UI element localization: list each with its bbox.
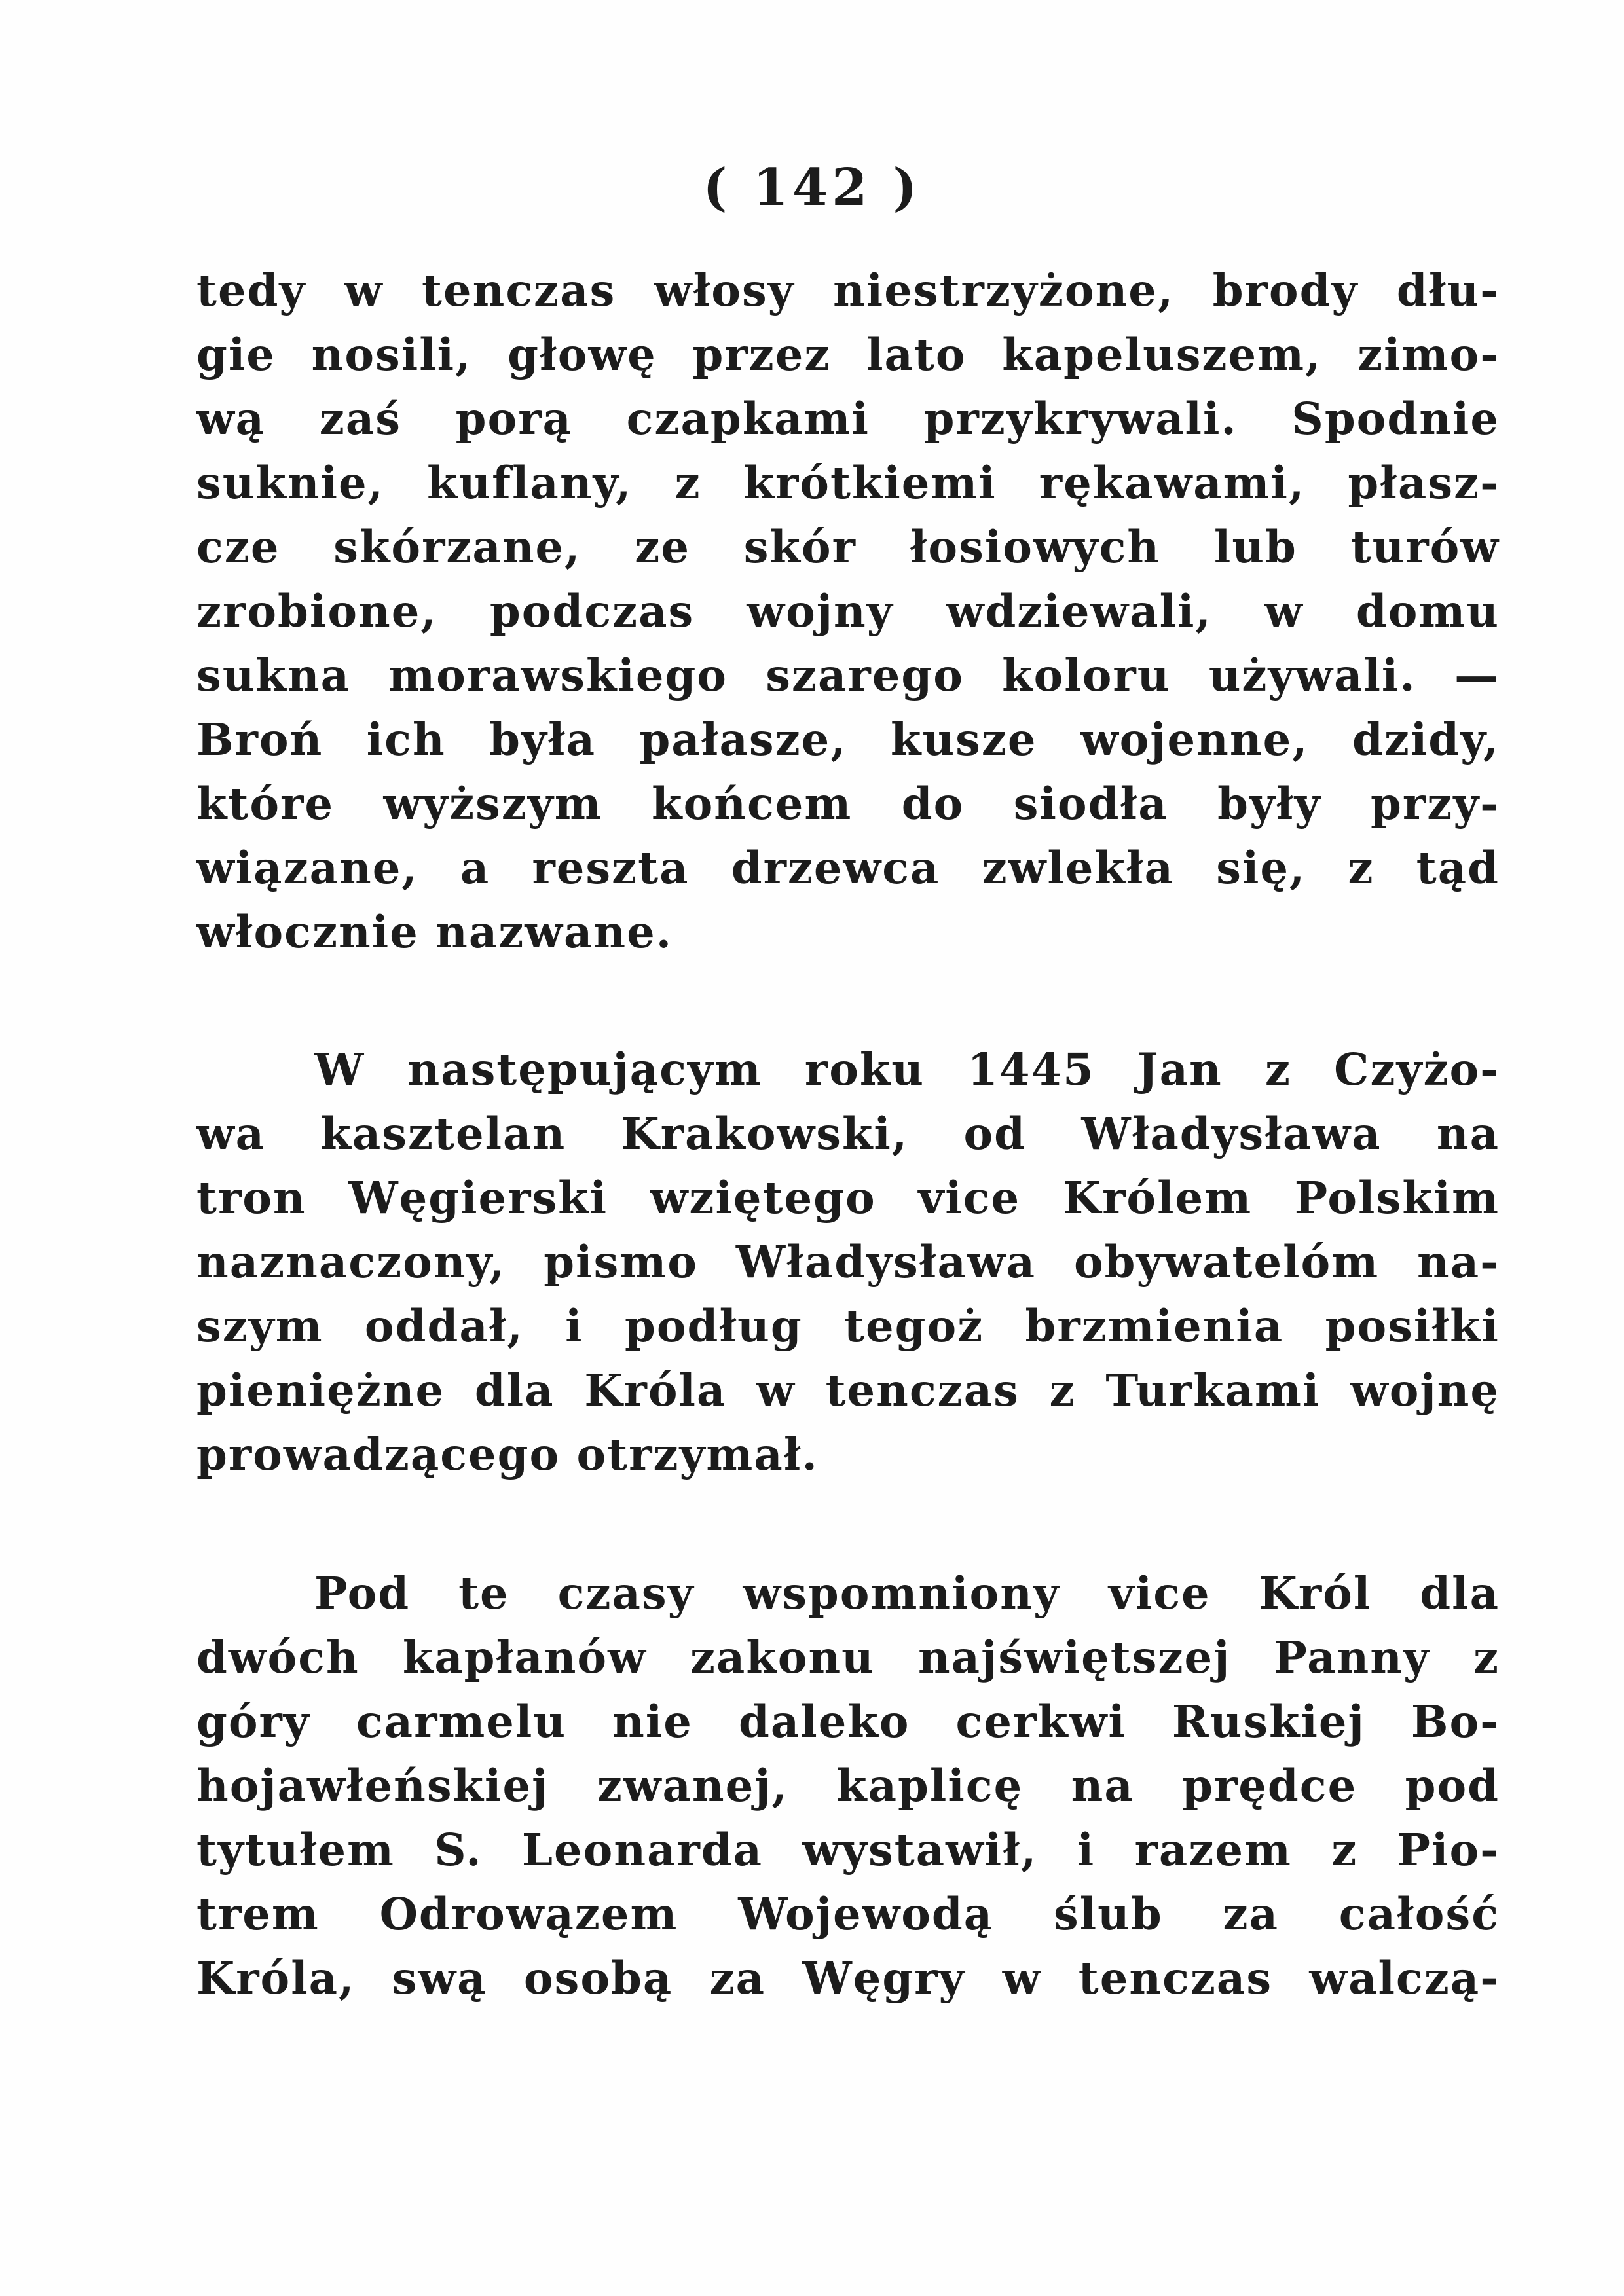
text-line: cze skórzane, ze skór łosiowych lub turów	[196, 521, 1500, 573]
text-line: wa kasztelan Krakowski, od Władysława na	[196, 1108, 1500, 1159]
text-line: sukna morawskiego szarego koloru używali. —	[196, 649, 1500, 701]
text-line: które wyższym końcem do siodła były przy-	[196, 778, 1500, 829]
page-number: ( 142 )	[703, 158, 921, 217]
text-line: naznaczony, pismo Władysława obywatelóm na-	[196, 1236, 1500, 1288]
text-line: Broń ich była pałasze, kusze wojenne, dzidy,	[196, 714, 1500, 765]
text-line: wiązane, a reszta drzewca zwlekła się, z tąd	[196, 842, 1500, 894]
text-line: trem Odrowązem Wojewodą ślub za całość	[196, 1888, 1500, 1940]
text-line: tron Węgierski wziętego vice Królem Polskim	[196, 1172, 1500, 1224]
text-line: Pod te czasy wspomniony vice Król dla	[314, 1567, 1500, 1619]
text-line: hojawłeńskiej zwanej, kaplicę na prędce pod	[196, 1760, 1500, 1812]
text-line: dwóch kapłanów zakonu najświętszej Panny z	[196, 1631, 1500, 1683]
text-line: W następującym roku 1445 Jan z Czyżo-	[314, 1044, 1500, 1095]
text-line: tedy w tenczas włosy niestrzyżone, brody dłu-	[196, 264, 1500, 316]
text-line: tytułem S. Leonarda wystawił, i razem z Pio-	[196, 1824, 1500, 1876]
text-line: gie nosili, głowę przez lato kapeluszem, zimo-	[196, 329, 1500, 380]
text-line: szym oddał, i podług tegoż brzmienia posiłki	[196, 1300, 1500, 1352]
text-line: włocznie nazwane.	[196, 906, 673, 958]
paragraph-3	[196, 1561, 1500, 2011]
text-line: wą zaś porą czapkami przykrywali. Spodnie	[196, 393, 1500, 445]
text-line: zrobione, podczas wojny wdziewali, w domu	[196, 585, 1500, 637]
text-line: góry carmelu nie daleko cerkwi Ruskiej Bo-	[196, 1696, 1500, 1747]
text-line: pieniężne dla Króla w tenczas z Turkami wojnę	[196, 1364, 1500, 1416]
text-line: Króla, swą osobą za Węgry w tenczas walczą-	[196, 1952, 1500, 2004]
text-line: suknie, kuflany, z krótkiemi rękawami, płasz-	[196, 457, 1500, 509]
paragraph-2	[196, 1038, 1500, 1487]
text-line: prowadzącego otrzymał.	[196, 1429, 819, 1480]
paragraph-1	[196, 259, 1500, 964]
